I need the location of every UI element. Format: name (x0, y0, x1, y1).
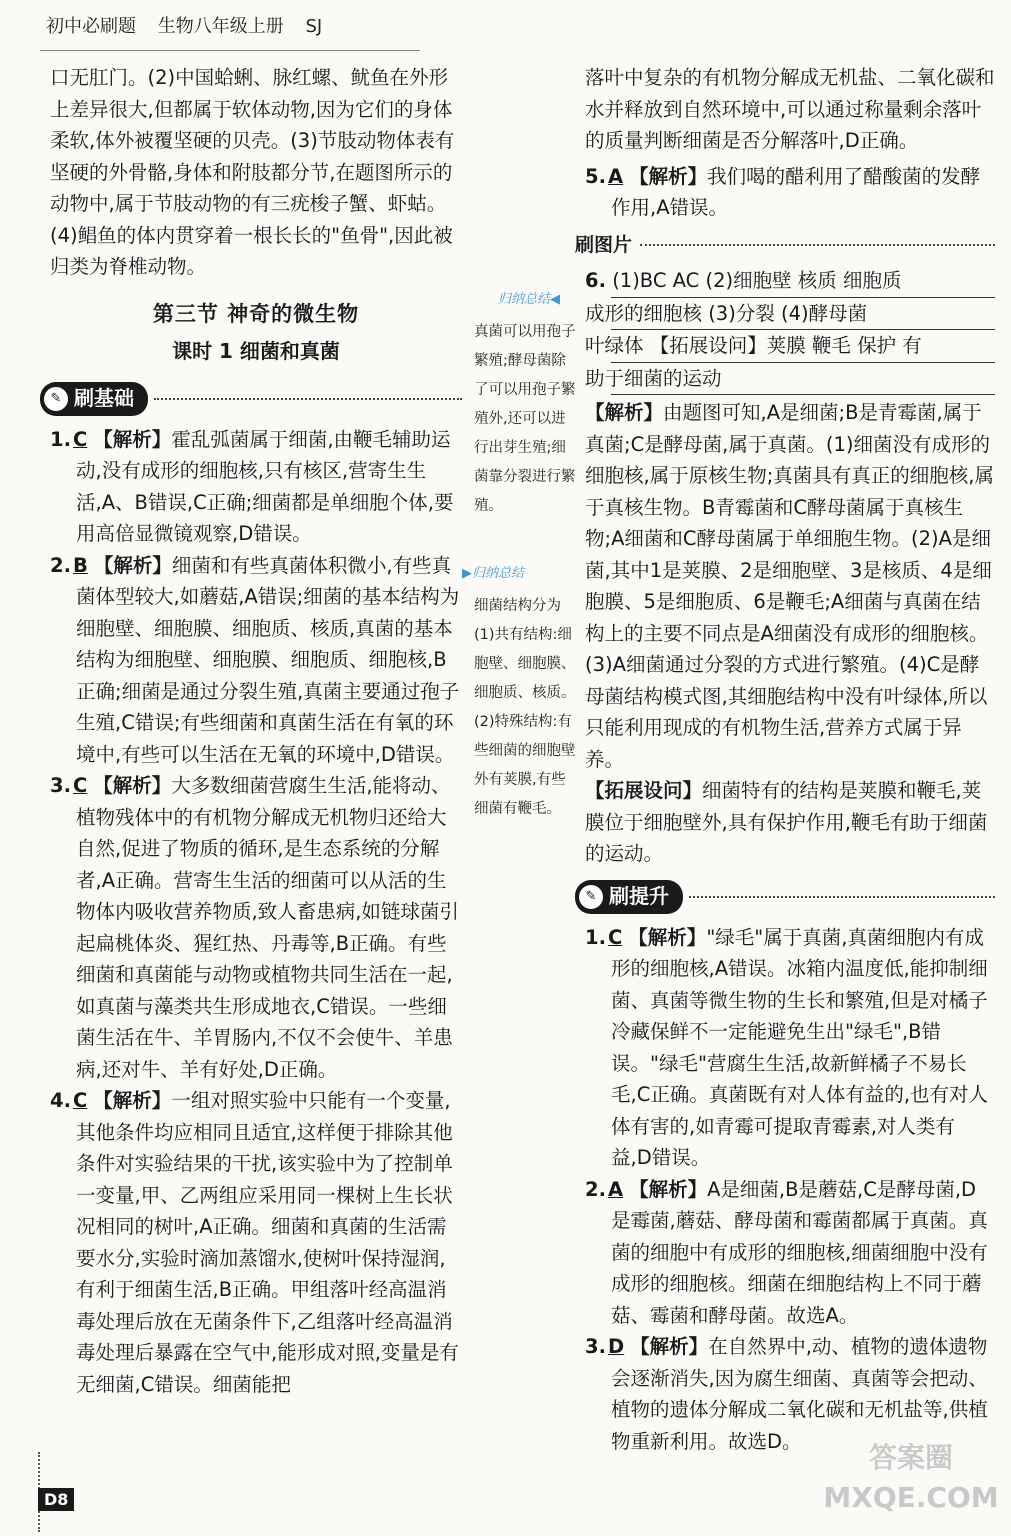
analysis-tag: 【解析】 (585, 401, 664, 424)
analysis-text: 在自然界中,动、植物的遗体遗物会逐渐消失,因为腐生细菌、真菌等会把动、植物的遗体分解成二氧化碳和无机盐等,供植物重新利用。故选D。 (611, 1335, 988, 1453)
item-number: 1. (585, 925, 606, 949)
analysis-text: 一组对照实验中只能有一个变量,其他条件均应相同且适宜,这样便于排除其他条件对实验结果的干扰,该实验中为了控制单一变量,甲、乙两组应采用同一棵树上生长状况相同的树叶,A正确。细菌和真菌的生活需要水分,实验时滴加蒸馏水,使树叶保持湿润,有利于细菌生活,B正确。甲组落叶经高温消毒处理后放在无菌条件下,乙组落叶经高温消毒处理后暴露在空气中,能形成对照,变量是有无细菌,C错误。细菌能把 (76, 1089, 459, 1396)
picture-section-head (575, 230, 995, 262)
extension-tag: 【拓展设问】 (585, 779, 703, 802)
item-number: 3. (50, 774, 71, 797)
extension-paragraph (585, 775, 995, 870)
analysis-tag: 【解析】 (93, 1089, 172, 1112)
basic-badge-label: 刷基础 (74, 385, 134, 410)
answer-letter: D (607, 1335, 625, 1358)
extension-text: 细菌特有的结构是荚膜和鞭毛,荚膜位于细胞壁外,具有保护作用,鞭毛有助于细菌的运动。 (585, 779, 988, 865)
answer-letter: A (607, 1177, 624, 1201)
right-column (575, 62, 995, 1457)
summary-label-2 (462, 562, 524, 581)
answer-line: (1)BC AC (2)细胞壁 核质 细胞质 (612, 269, 902, 292)
analysis-text: 细菌和有些真菌体积微小,有些真菌体型较大,如蘑菇,A错误;细菌的基本结构为细胞壁、细胞膜、细胞质、核质,真菌的基本结构为细胞壁、细胞膜、细胞质、细胞核,B正确;细菌是通过分裂生殖,真菌主要通过孢子生殖,C错误;有些细菌和真菌生活在有氧的环境中,有些可以生活在无氧的环境中,D错误。 (76, 553, 460, 766)
advanced-badge (575, 880, 683, 914)
analysis-text: "绿毛"属于真菌,真菌细胞内有成形的细胞核,A错误。冰箱内温度低,能抑制细菌、真菌等微生物的生长和繁殖,但是对橘子冷藏保鲜不一定能避免生出"绿毛",B错误。"绿毛"营腐生生活,故新鲜橘子不易长毛,C正确。真菌既有对人体有益的,也有对人体有害的,如青霉可提取青霉素,对人类有益,D错误。 (611, 925, 989, 1169)
answer-line: 成形的细胞核 (3)分裂 (4)酵母菌 (611, 298, 995, 331)
analysis-text: A是细菌,B是蘑菇,C是酵母菌,D是霉菌,蘑菇、酵母菌和霉菌都属于真菌。真菌的细胞中有成形的细胞核,细菌细胞中没有成形的细胞核。细菌在细胞结构上不同于蘑菇、霉菌和酵母菌。故选A。 (611, 1177, 988, 1327)
arrow-right-icon: ▶ (462, 566, 472, 581)
basic-badge-row (40, 382, 462, 416)
analysis-text: 大多数细菌营腐生生活,能将动、植物残体中的有机物分解成无机物归还给大自然,促进了物质的循环,是生态系统的分解者,A正确。营寄生生活的细菌可以从活的生物体内吸收营养物质,致人畜患病,如链球菌引起扁桃体炎、猩红热、丹毒等,B正确。有些细菌和真菌能与动物或植物共同生活在一起,如真菌与藻类共生形成地衣,C错误。一些细菌生活在牛、羊胃肠内,不仅不会使牛、羊患病,还对牛、羊有好处,D正确。 (76, 774, 459, 1081)
dotted-rule (154, 398, 462, 400)
analysis-tag: 【解析】 (629, 1177, 708, 1201)
section-title: 第三节 神奇的微生物 (152, 301, 360, 326)
pencil-icon: ✎ (579, 885, 603, 909)
continued-paragraph: 落叶中复杂的有机物分解成无机盐、二氧化碳和水并释放到自然环境中,可以通过称量剩余落叶的质量判断细菌是否分解落叶,D正确。 (585, 66, 995, 152)
subject-title: 生物八年级上册 (157, 16, 284, 37)
answer-letter: C (72, 1089, 88, 1112)
lesson-title: 课时 1 细菌和真菌 (172, 339, 340, 363)
left-column (50, 62, 462, 1400)
item-number: 2. (585, 1177, 606, 1201)
page-number: D8 (38, 1488, 74, 1511)
sidebar-note-2: 细菌结构分为(1)共有结构:细胞壁、细胞膜、细胞质、核质。(2)特殊结构:有些细菌的细胞壁外有荚膜,有些细菌有鞭毛。 (474, 598, 576, 817)
edition-label: SJ (305, 16, 323, 37)
item-number: 1. (50, 427, 71, 451)
answer-item (585, 161, 995, 224)
analysis-tag: 【解析】 (629, 164, 708, 188)
answer-item (50, 424, 462, 550)
basic-badge (40, 382, 148, 416)
advanced-badge-label: 刷提升 (609, 883, 669, 908)
item-number: 2. (50, 553, 71, 577)
answer-item (585, 922, 995, 1174)
advanced-badge-row (575, 880, 995, 914)
answer-item (585, 1174, 995, 1332)
watermark-logo: 答案圈 MXQE.COM (823, 1441, 999, 1514)
dotted-rule (640, 244, 995, 246)
dotted-rule (689, 896, 995, 898)
answer-letter: C (72, 427, 88, 451)
summary-label-1 (498, 288, 560, 307)
answer-line: 助于细菌的运动 (611, 363, 995, 396)
answer-item (50, 770, 462, 1085)
answer-item-6 (585, 265, 995, 395)
pencil-icon: ✎ (44, 387, 68, 411)
arrow-left-icon: ◀ (550, 292, 561, 307)
analysis-tag: 【解析】 (93, 553, 172, 577)
analysis-tag: 【解析】 (93, 774, 172, 797)
analysis-tag: 【解析】 (630, 1335, 709, 1358)
summary-label-text: 归纳总结 (498, 292, 551, 307)
analysis-tag: 【解析】 (93, 427, 172, 451)
picture-head-label: 刷图片 (575, 233, 633, 256)
analysis-tag: 【解析】 (628, 925, 707, 949)
page-header (46, 12, 338, 46)
book-title: 初中必刷题 (46, 16, 136, 37)
answer-line: 叶绿体 【拓展设问】荚膜 鞭毛 保护 有 (611, 330, 995, 363)
answer-item (50, 1085, 462, 1400)
item-number: 4. (50, 1089, 71, 1112)
item-number: 3. (585, 1335, 606, 1358)
answer-letter: C (607, 925, 623, 949)
answer-item (50, 550, 462, 771)
item-number: 5. (585, 164, 606, 188)
summary-label-text: 归纳总结 (472, 566, 525, 581)
analysis-text: 我们喝的醋利用了醋酸菌的发酵作用,A错误。 (611, 164, 981, 219)
analysis-text: 由题图可知,A是细菌;B是青霉菌,属于真菌;C是酵母菌,属于真菌。(1)细菌没有成形的细胞核,属于原核生物;真菌具有真正的细胞核,属于真核生物。B青霉菌和C酵母菌属于真核生物;A细菌和C酵母菌属于单细胞生物。(2)A是细菌,其中1是荚膜、2是细胞壁、3是核质、4是细胞膜、5是细胞质、6是鞭毛;A细菌与真菌在结构上的主要不同点是A细菌没有成形的细胞核。(3)A细菌通过分裂的方式进行繁殖。(4)C是酵母菌结构模式图,其细胞结构中没有叶绿体,所以只能利用现成的有机物生活,营养方式属于异养。 (585, 401, 994, 771)
analysis-text: 霍乱弧菌属于细菌,由鞭毛辅助运动,没有成形的细胞核,只有核区,营寄生生活,A、B错误,C正确;细菌都是单细胞个体,要用高倍显微镜观察,D错误。 (76, 427, 454, 545)
page-footer (38, 1488, 74, 1511)
header-rule (40, 50, 420, 51)
answer-letter: A (607, 164, 624, 188)
answer-letter: C (72, 774, 88, 797)
item-number: 6. (585, 269, 606, 292)
answer-letter: B (72, 553, 88, 577)
analysis-paragraph (585, 397, 995, 775)
sidebar-note-1: 真菌可以用孢子繁殖;酵母菌除了可以用孢子繁殖外,还可以进行出芽生殖;细菌靠分裂进行繁殖。 (474, 324, 576, 514)
intro-paragraph: 口无肛门。(2)中国蛤蜊、脉红螺、鱿鱼在外形上差异很大,但都属于软体动物,因为它们的身体柔软,体外被覆坚硬的贝壳。(3)节肢动物体表有坚硬的外骨骼,身体和附肢都分节,在题图所示的动物中,属于节肢动物的有三疣梭子蟹、虾蛄。(4)鲳鱼的体内贯穿着一根长长的"鱼骨",因此被归类为脊椎动物。 (50, 66, 455, 278)
